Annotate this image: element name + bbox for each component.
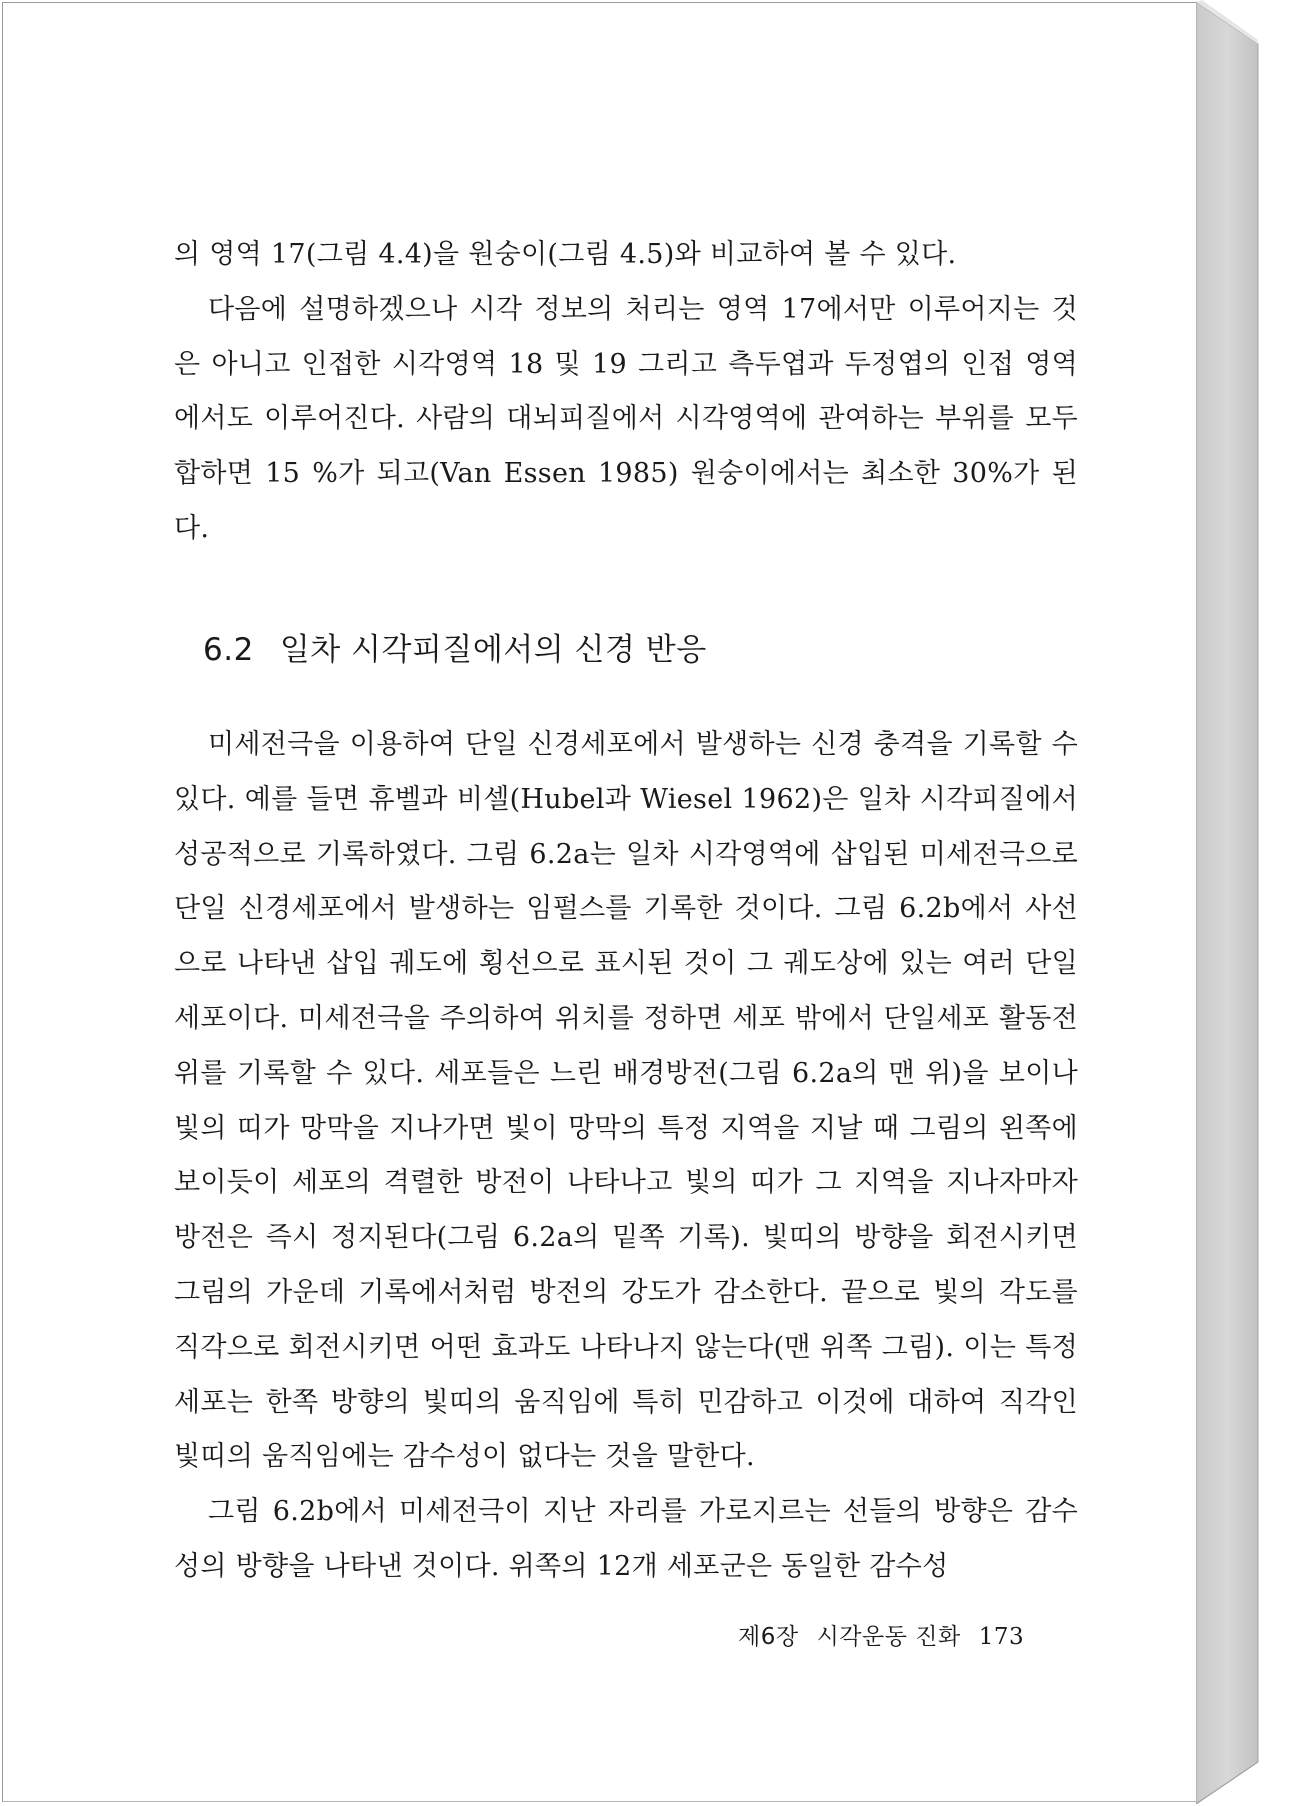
chapter-label: 제6장	[738, 1624, 799, 1650]
book-edge	[1196, 0, 1299, 1806]
body-text-bottom	[174, 718, 1078, 1595]
page-number: 173	[978, 1624, 1025, 1650]
paragraph: 미세전극을 이용하여 단일 신경세포에서 발생하는 신경 충격을 기록할 수 있다. 예를 들면 휴벨과 비셀(Hubel과 Wiesel 1962)은 일차 시각피질에서 성공적으로 기록하였다. 그림 6.2a는 일차 시각영역에 삽입된 미세전극으로 단일 신경세포에서 발생하는 임펄스를 기록한 것이다. 그림 6.2b에서 사선으로 나타낸 삽입 궤도에 횡선으로 표시된 것이 그 궤도상에 있는 여러 단일세포이다. 미세전극을 주의하여 위치를 정하면 세포 밖에서 단일세포 활동전위를 기록할 수 있다. 세포들은 느린 배경방전(그림 6.2a의 맨 위)을 보이나 빛의 띠가 망막을 지나가면 빛이 망막의 특정 지역을 지날 때 그림의 왼쪽에 보이듯이 세포의 격렬한 방전이 나타나고 빛의 띠가 그 지역을 지나자마자 방전은 즉시 정지된다(그림 6.2a의 밑쪽 기록). 빛띠의 방향을 회전시키면 그림의 가운데 기록에서처럼 방전의 강도가 감소한다. 끝으로 빛의 각도를 직각으로 회전시키면 어떤 효과도 나타나지 않는다(맨 위쪽 그림). 이는 특정 세포는 한쪽 방향의 빛띠의 움직임에 특히 민감하고 이것에 대하여 직각인 빛띠의 움직임에는 감수성이 없다는 것을 말한다.	[174, 729, 1078, 1473]
page-footer	[738, 1618, 1024, 1651]
section-number: 6.2	[203, 632, 254, 668]
chapter-title: 시각운동 진화	[816, 1624, 961, 1650]
section-heading	[203, 624, 707, 669]
paragraph: 다음에 설명하겠으나 시각 정보의 처리는 영역 17에서만 이루어지는 것은 아니고 인접한 시각영역 18 및 19 그리고 측두엽과 두정엽의 인접 영역에서도 이루어진다. 사람의 대뇌피질에서 시각영역에 관여하는 부위를 모두 합하면 15 %가 되고(Van Essen 1985) 원숭이에서는 최소한 30%가 된다.	[174, 293, 1078, 544]
paragraph: 그림 6.2b에서 미세전극이 지난 자리를 가로지르는 선들의 방향은 감수성의 방향을 나타낸 것이다. 위쪽의 12개 세포군은 동일한 감수성	[174, 1496, 1078, 1582]
paragraph: 의 영역 17(그림 4.4)을 원숭이(그림 4.5)와 비교하여 볼 수 있다.	[174, 239, 957, 270]
body-text-top	[174, 228, 1078, 557]
section-title: 일차 시각피질에서의 신경 반응	[279, 632, 707, 668]
